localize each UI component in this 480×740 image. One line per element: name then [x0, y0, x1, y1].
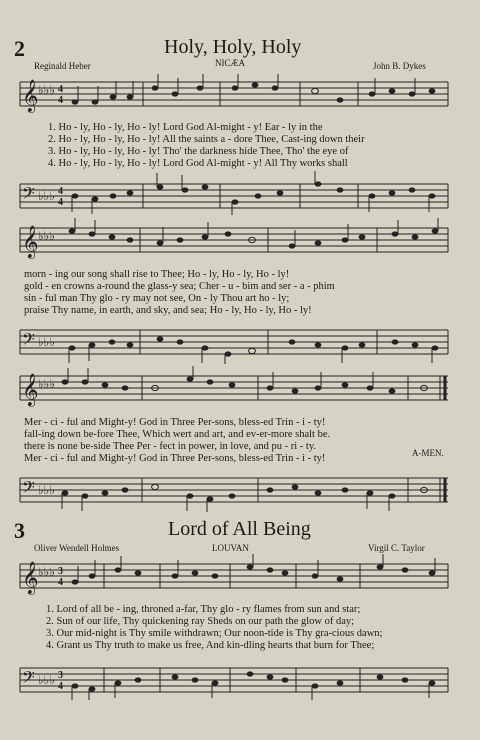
verse-line: 4. Ho - ly, Ho - ly, Ho - ly! Lord God Al-might - y! All Thy works shall [48, 158, 348, 169]
svg-text:𝄢: 𝄢 [22, 183, 35, 207]
svg-text:𝄞: 𝄞 [22, 225, 39, 258]
svg-text:𝄞: 𝄞 [22, 373, 39, 406]
verse-line: 3. Ho - ly, Ho - ly, Ho - ly! Tho' the darkness hide Thee, Tho' the eye of [48, 146, 349, 157]
svg-text:4: 4 [58, 197, 63, 208]
verse-line: 4. Grant us Thy truth to make us free, And kin-dling hearts that burn for Thee; [46, 640, 375, 651]
svg-text:𝄞: 𝄞 [22, 561, 39, 594]
bass-staff [0, 654, 480, 700]
svg-text:♭♭♭: ♭♭♭ [38, 565, 55, 579]
bass-staff [0, 466, 480, 512]
verse-line: there is none be-side Thee Per - fect in power, in love, and pu - ri - ty. [24, 441, 317, 452]
treble-staff [0, 72, 480, 118]
svg-text:4: 4 [58, 186, 63, 197]
bass-staff [0, 170, 480, 216]
hymn-number: 2 [14, 36, 25, 61]
verse-line: 3. Our mid-night is Thy smile withdrawn; Our noon-tide is Thy gra-cious dawn; [46, 628, 383, 639]
svg-text:3: 3 [58, 566, 63, 577]
svg-text:4: 4 [58, 577, 63, 588]
treble-staff [0, 554, 480, 600]
svg-text:4: 4 [58, 84, 63, 95]
verse-line: praise Thy name, in earth, and sky, and sea; Ho - ly, Ho - ly, Ho - ly! [24, 305, 312, 316]
svg-text:𝄢: 𝄢 [22, 329, 35, 353]
svg-text:♭♭♭: ♭♭♭ [38, 377, 55, 391]
bass-staff [0, 318, 480, 364]
verse-line: Mer - ci - ful and Might-y! God in Three Per-sons, bless-ed Trin - i - ty! [24, 417, 326, 428]
hymn-author: Reginald Heber [34, 61, 91, 71]
amen-label: A-MEN. [412, 448, 444, 458]
svg-text:4: 4 [58, 95, 63, 106]
svg-text:3: 3 [58, 670, 63, 681]
hymn-composer: Virgil C. Taylor [368, 543, 425, 553]
svg-text:♭♭♭: ♭♭♭ [38, 229, 55, 243]
svg-text:𝄢: 𝄢 [22, 477, 35, 501]
svg-text:𝄢: 𝄢 [22, 667, 35, 691]
svg-text:𝄞: 𝄞 [22, 79, 39, 112]
hymn-tune: NICÆA [215, 58, 246, 68]
hymn-tune: LOUVAN [212, 543, 249, 553]
svg-text:♭♭♭: ♭♭♭ [38, 673, 55, 687]
hymn-author: Oliver Wendell Holmes [34, 543, 120, 553]
svg-text:♭♭♭: ♭♭♭ [38, 335, 55, 349]
verse-line: 2. Sun of our life, Thy quickening ray Sheds on our path the glow of day; [46, 616, 355, 627]
treble-staff [0, 218, 480, 264]
treble-staff [0, 366, 480, 412]
verse-line: Mer - ci - ful and Might-y! God in Three Per-sons, bless-ed Trin - i - ty! [24, 453, 326, 464]
verse-line: 1. Lord of all be - ing, throned a-far, Thy glo - ry flames from sun and star; [46, 604, 361, 615]
svg-text:♭♭♭: ♭♭♭ [38, 83, 55, 97]
hymn-composer: John B. Dykes [373, 61, 426, 71]
hymn-title: Lord of All Being [168, 518, 311, 540]
verse-line: morn - ing our song shall rise to Thee; Ho - ly, Ho - ly, Ho - ly! [24, 269, 290, 280]
verse-line: fall-ing down be-fore Thee, Which wert and art, and ev-er-more shalt be. [24, 429, 331, 440]
verse-line: sin - ful man Thy glo - ry may not see, On - ly Thou art ho - ly; [24, 293, 290, 304]
svg-text:♭♭♭: ♭♭♭ [38, 483, 55, 497]
verse-line: 2. Ho - ly, Ho - ly, Ho - ly! All the saints a - dore Thee, Cast-ing down their [48, 134, 365, 145]
hymn-title: Holy, Holy, Holy [164, 36, 302, 58]
verse-line: 1. Ho - ly, Ho - ly, Ho - ly! Lord God Al-might - y! Ear - ly in the [48, 122, 323, 133]
svg-text:♭♭♭: ♭♭♭ [38, 189, 55, 203]
svg-text:4: 4 [58, 681, 63, 692]
hymn-number: 3 [14, 518, 25, 543]
verse-line: gold - en crowns a-round the glass-y sea; Cher - u - bim and ser - a - phim [24, 281, 335, 292]
